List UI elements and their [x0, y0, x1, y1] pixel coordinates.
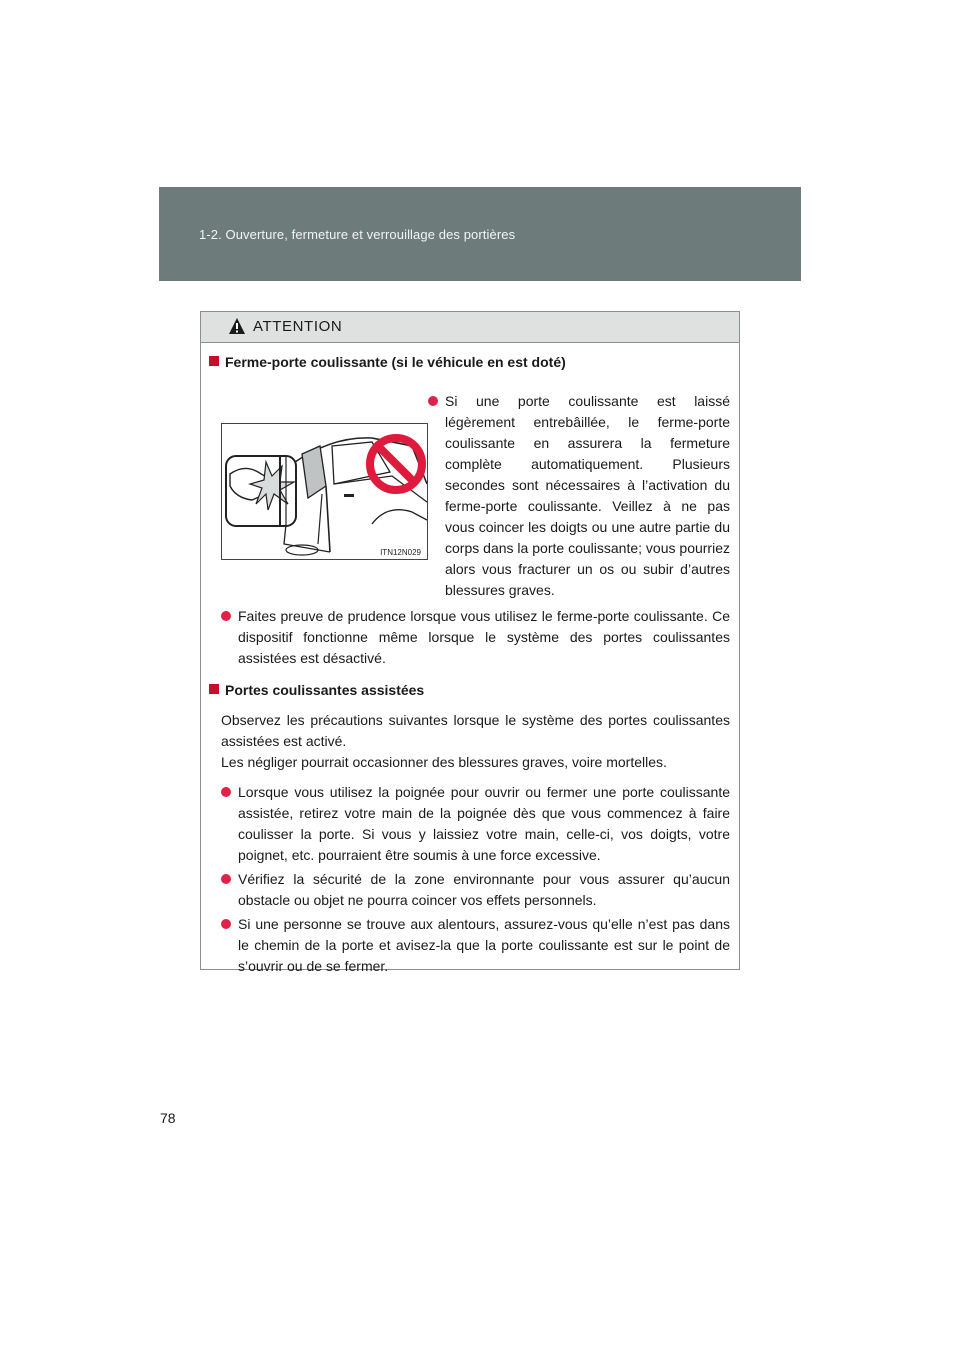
- caution-header: [201, 312, 739, 343]
- bullet-dot-icon: [221, 787, 231, 797]
- section-heading-soft-close: Ferme-porte coulissante (si le véhicule en est doté): [209, 354, 566, 370]
- bullet-dot-icon: [221, 919, 231, 929]
- caution-box: [200, 311, 740, 974]
- caution-title: ATTENTION: [253, 318, 343, 335]
- square-bullet-icon: [209, 684, 219, 694]
- paragraph-precautions: Observez les précautions suivantes lorsque le système des portes coulissantes assistées est activé. Les négliger pourrait occasionner des blessures graves, voire mortelles.: [221, 712, 730, 770]
- bullet-person-nearby: Si une personne se trouve aux alentours, assurez-vous qu’elle n’est pas dans le chemin de la porte et avisez-la que la porte coulissante est sur le point de s’ouvrir ou de se fermer.: [238, 914, 730, 977]
- bullet-soft-close-auto: Si une porte coulissante est laissé légèrement entrebâillée, le ferme-porte coulissante en assurera la fermeture complète automatiquement. Plusieurs secondes sont nécessaires à l’activation du ferme-porte coulissante. Veillez à ne pas vous coincer les doigts ou une autre partie du corps dans la porte coulissante; vous pourriez alors vous fracturer un os ou subir d’autres blessures graves.: [445, 391, 730, 601]
- page-number: 78: [160, 1110, 176, 1126]
- warning-triangle-icon: [228, 317, 246, 335]
- illustration-soft-close-warning: [221, 423, 428, 560]
- section-heading-power-doors: Portes coulissantes assistées: [209, 682, 424, 698]
- bullet-soft-close-caution: Faites preuve de prudence lorsque vous utilisez le ferme-porte coulissante. Ce dispositif fonctionne même lorsque le système des portes coulissantes assistées est désactivé.: [238, 606, 730, 669]
- caution-body: [201, 343, 739, 974]
- section-header-band: [159, 187, 801, 281]
- bullet-dot-icon: [428, 396, 438, 406]
- bullet-surroundings: Vérifiez la sécurité de la zone environnante pour vous assurer qu’aucun obstacle ou objet ne pourra coincer vos effets personnels.: [238, 869, 730, 911]
- bullet-dot-icon: [221, 611, 231, 621]
- bullet-handle: Lorsque vous utilisez la poignée pour ouvrir ou fermer une porte coulissante assistée, retirez votre main de la poignée dès que vous commencez à faire coulisser la porte. Si vous y laissiez votre main, celle-ci, vos doigts, votre poignet, etc. pourraient être soumis à une force excessive.: [238, 782, 730, 866]
- square-bullet-icon: [209, 356, 219, 366]
- section-title: 1-2. Ouverture, fermeture et verrouillage des portières: [199, 227, 516, 242]
- bullet-dot-icon: [221, 874, 231, 884]
- door-pinch-illustration: [222, 424, 427, 559]
- illustration-code: ITN12N029: [380, 548, 421, 557]
